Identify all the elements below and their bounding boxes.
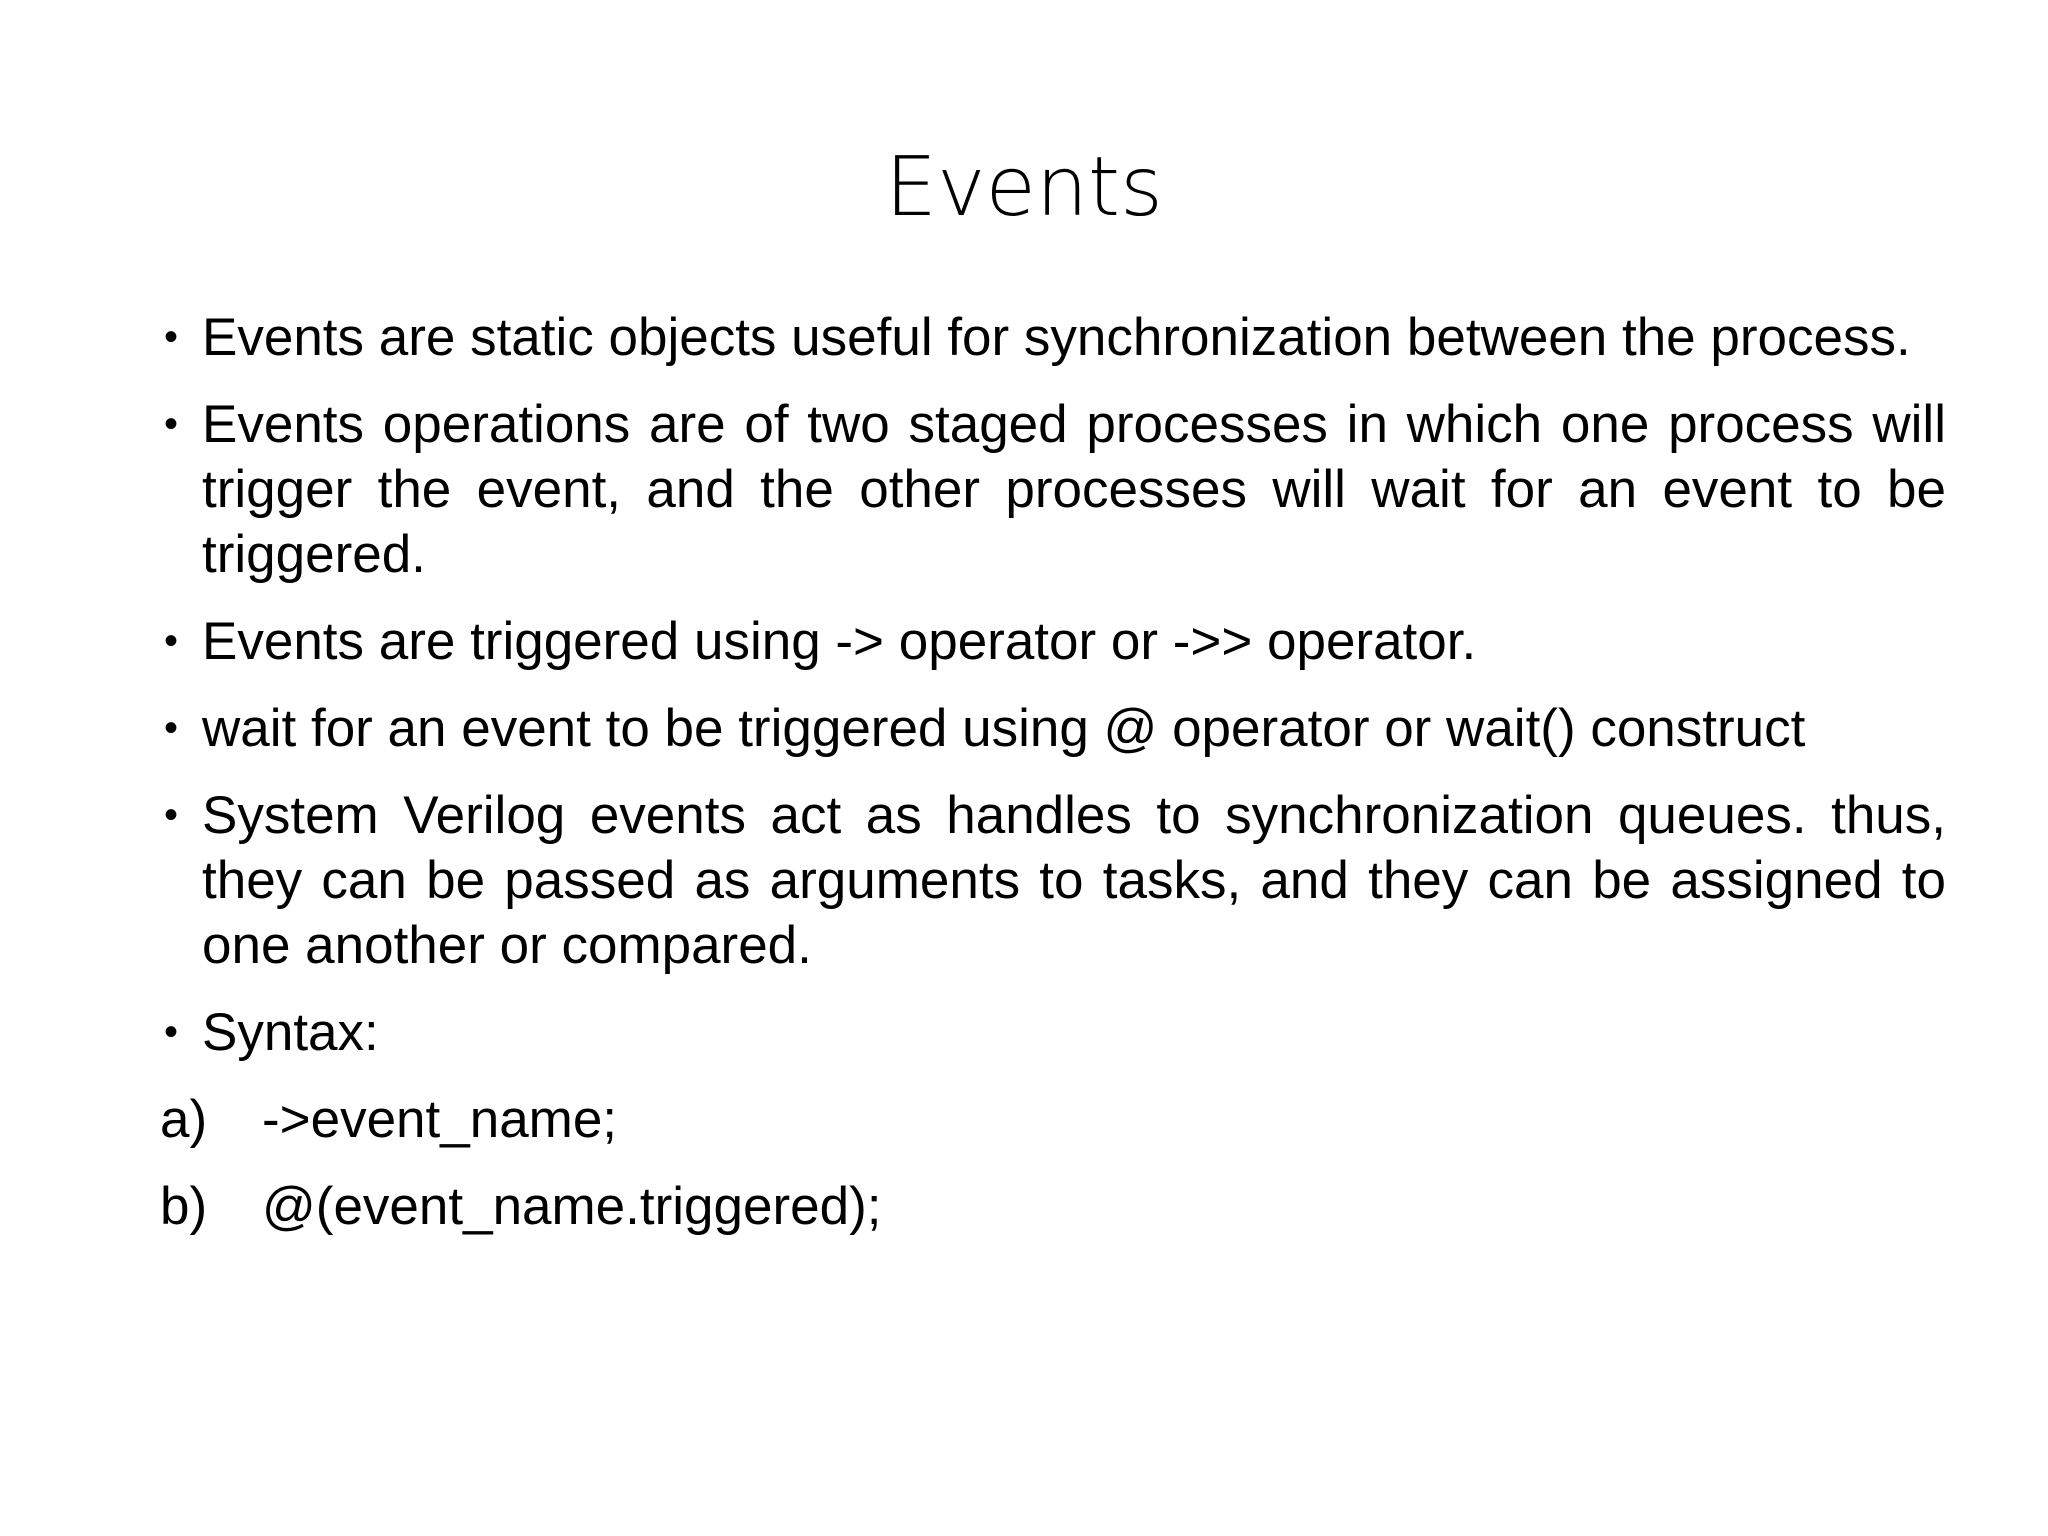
slide-title: Events [885,140,1163,235]
bullet-text: Events operations are of two staged processes in which one process will trigger the event, and the other processes will wait for an event to be triggered. [202,395,1946,584]
bullet-item-4 [160,696,1946,761]
bullet-icon: • [164,619,179,663]
bullet-text: wait for an event to be triggered using @ operator or wait() construct [202,699,1806,758]
slide-content [160,305,1946,1261]
bullet-text: Events are triggered using -> operator or ->> operator. [202,612,1477,671]
syntax-marker: a) [160,1090,208,1149]
bullet-text: Syntax: [202,1003,379,1062]
syntax-code: ->event_name; [262,1090,618,1149]
syntax-list [160,1087,1946,1239]
syntax-marker: b) [160,1177,208,1236]
syntax-code: @(event_name.triggered); [262,1177,882,1236]
bullet-item-6 [160,1000,1946,1065]
bullet-icon: • [164,706,179,750]
bullet-item-1 [160,305,1946,370]
bullet-icon: • [164,315,179,359]
bullet-list [160,305,1946,1065]
bullet-text: Events are static objects useful for synchronization between the process. [202,308,1911,367]
bullet-text: System Verilog events act as handles to synchronization queues. thus, they can be passed as arguments to tasks, and they can be assigned to one another or compared. [202,786,1946,975]
bullet-icon: • [164,1010,179,1054]
syntax-item-b [160,1174,1946,1239]
syntax-item-a [160,1087,1946,1152]
bullet-item-2 [160,392,1946,587]
bullet-icon: • [164,793,179,837]
bullet-item-5 [160,783,1946,978]
bullet-item-3 [160,609,1946,674]
bullet-icon: • [164,402,179,446]
